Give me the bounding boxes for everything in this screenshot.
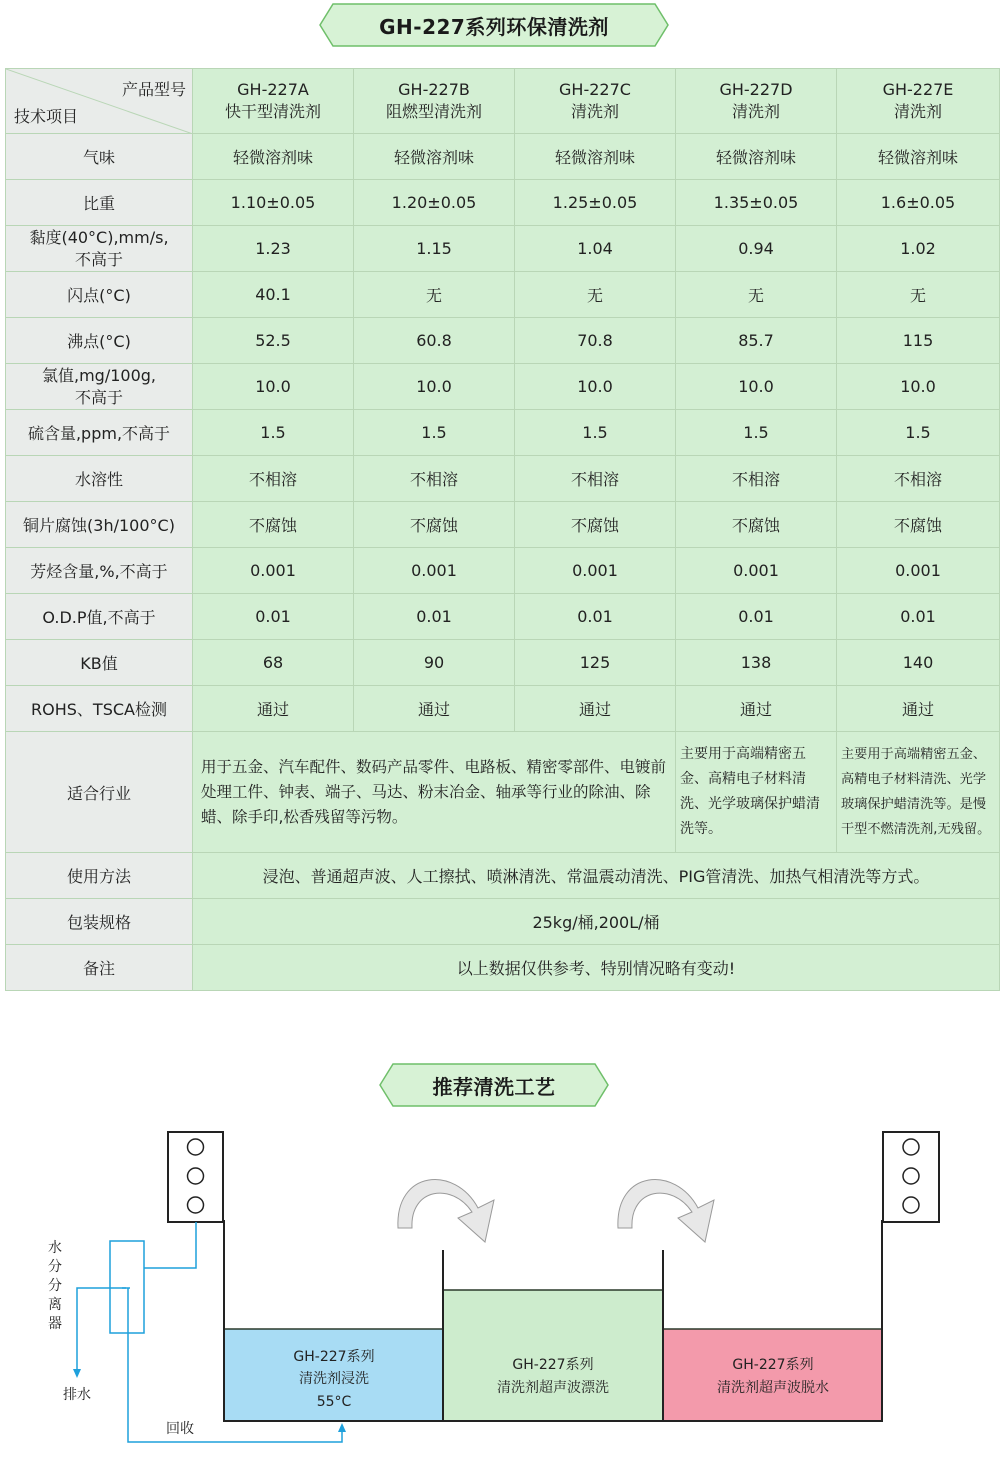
usage-value: 浸泡、普通超声波、人工擦拭、喷淋清洗、常温震动清洗、PIG管清洗、加热气相清洗等方式。 bbox=[193, 853, 1000, 899]
separator-label-char: 分 bbox=[48, 1259, 62, 1275]
cell-value: 125 bbox=[515, 640, 676, 686]
table-header-row bbox=[6, 69, 1000, 134]
product-type: 阻燃型清洗剂 bbox=[385, 102, 482, 121]
cell-value: 40.1 bbox=[193, 272, 354, 318]
drain-label: 排水 bbox=[63, 1387, 91, 1403]
cell-value: 1.04 bbox=[515, 226, 676, 272]
product-header-c bbox=[515, 69, 676, 134]
industry-row bbox=[6, 732, 1000, 853]
cell-value: 0.01 bbox=[676, 594, 837, 640]
row-label: 比重 bbox=[6, 180, 193, 226]
separator-label-char: 水 bbox=[48, 1240, 62, 1256]
tank1-label: 55°C bbox=[316, 1394, 352, 1410]
cell-value: 0.01 bbox=[837, 594, 1000, 640]
product-header-b bbox=[354, 69, 515, 134]
row-label bbox=[6, 226, 193, 272]
spec-table bbox=[5, 68, 1000, 991]
cell-value: 不腐蚀 bbox=[193, 502, 354, 548]
cell-value: 无 bbox=[837, 272, 1000, 318]
cleaning-process-diagram bbox=[0, 1110, 1004, 1455]
table-row bbox=[6, 410, 1000, 456]
cell-value: 138 bbox=[676, 640, 837, 686]
drain-arrow-icon bbox=[73, 1369, 81, 1378]
cell-value: 通过 bbox=[354, 686, 515, 732]
row-label-line1: 氯值,mg/100g, bbox=[41, 365, 156, 385]
cell-value: 90 bbox=[354, 640, 515, 686]
tank3-liquid bbox=[663, 1329, 882, 1421]
cell-value: 不腐蚀 bbox=[837, 502, 1000, 548]
product-type: 清洗剂 bbox=[893, 102, 942, 121]
table-row bbox=[6, 502, 1000, 548]
cell-value: 10.0 bbox=[515, 364, 676, 410]
recycle-arrow-icon bbox=[338, 1423, 346, 1432]
row-label: 闪点(°C) bbox=[6, 272, 193, 318]
product-model: GH-227D bbox=[719, 80, 793, 99]
cell-value: 0.001 bbox=[515, 548, 676, 594]
row-label-line2: 不高于 bbox=[74, 387, 123, 407]
condenser-right bbox=[883, 1132, 939, 1222]
cell-value: 不腐蚀 bbox=[515, 502, 676, 548]
cell-value: 0.01 bbox=[193, 594, 354, 640]
condensate-pipe bbox=[144, 1222, 196, 1268]
cell-value: 1.15 bbox=[354, 226, 515, 272]
cell-value: 轻微溶剂味 bbox=[193, 134, 354, 180]
cell-value: 0.001 bbox=[193, 548, 354, 594]
cell-value: 10.0 bbox=[193, 364, 354, 410]
separator-label-char: 器 bbox=[48, 1316, 62, 1332]
cell-value: 1.6±0.05 bbox=[837, 180, 1000, 226]
row-label: KB值 bbox=[6, 640, 193, 686]
cell-value: 1.5 bbox=[354, 410, 515, 456]
table-row bbox=[6, 134, 1000, 180]
cell-value: 52.5 bbox=[193, 318, 354, 364]
industry-e-text: 主要用于高端精密五金、高精电子材料清洗、光学玻璃保护蜡清洗等。是慢干型不燃清洗剂,无残留。 bbox=[837, 732, 1000, 853]
cell-value: 115 bbox=[837, 318, 1000, 364]
product-type: 清洗剂 bbox=[570, 102, 619, 121]
cell-value: 1.25±0.05 bbox=[515, 180, 676, 226]
row-label: 备注 bbox=[6, 945, 193, 991]
cell-value: 68 bbox=[193, 640, 354, 686]
cell-value: 不相溶 bbox=[837, 456, 1000, 502]
process-title: 推荐清洗工艺 bbox=[432, 1074, 556, 1099]
row-label: 适合行业 bbox=[6, 732, 193, 853]
cell-value: 不相溶 bbox=[676, 456, 837, 502]
cell-value: 1.5 bbox=[676, 410, 837, 456]
cell-value: 1.5 bbox=[837, 410, 1000, 456]
cell-value: 轻微溶剂味 bbox=[354, 134, 515, 180]
cell-value: 1.5 bbox=[515, 410, 676, 456]
cell-value: 0.01 bbox=[515, 594, 676, 640]
cell-value: 70.8 bbox=[515, 318, 676, 364]
cell-value: 不腐蚀 bbox=[676, 502, 837, 548]
cell-value: 1.5 bbox=[193, 410, 354, 456]
row-label-line1: 黏度(40°C),mm/s, bbox=[29, 227, 169, 247]
cell-value: 0.01 bbox=[354, 594, 515, 640]
cell-value: 轻微溶剂味 bbox=[676, 134, 837, 180]
table-row bbox=[6, 686, 1000, 732]
cell-value: 85.7 bbox=[676, 318, 837, 364]
tank1-label: 清洗剂浸洗 bbox=[299, 1371, 369, 1387]
table-row bbox=[6, 456, 1000, 502]
table-row bbox=[6, 226, 1000, 272]
header-corner-cell bbox=[6, 69, 193, 134]
transfer-arrow-icon bbox=[618, 1180, 714, 1242]
cell-value: 不相溶 bbox=[515, 456, 676, 502]
row-label: 芳烃含量,%,不高于 bbox=[6, 548, 193, 594]
industry-abc-text: 用于五金、汽车配件、数码产品零件、电路板、精密零部件、电镀前处理工件、钟表、端子、马达、粉末冶金、轴承等行业的除油、除蜡、除手印,松香残留等污物。 bbox=[193, 732, 676, 853]
row-label: 硫含量,ppm,不高于 bbox=[6, 410, 193, 456]
water-separator bbox=[110, 1241, 144, 1333]
product-header-e bbox=[837, 69, 1000, 134]
separator-label-char: 离 bbox=[48, 1297, 62, 1313]
table-row bbox=[6, 272, 1000, 318]
cell-value: 无 bbox=[676, 272, 837, 318]
packing-row bbox=[6, 899, 1000, 945]
title-banner bbox=[319, 3, 669, 47]
table-row bbox=[6, 640, 1000, 686]
product-header-d bbox=[676, 69, 837, 134]
product-model: GH-227C bbox=[559, 80, 631, 99]
condenser-left bbox=[168, 1132, 223, 1222]
product-model: GH-227A bbox=[237, 80, 309, 99]
row-label bbox=[6, 364, 193, 410]
recycle-label: 回收 bbox=[166, 1421, 194, 1437]
cell-value: 通过 bbox=[676, 686, 837, 732]
cell-value: 0.001 bbox=[354, 548, 515, 594]
cell-value: 60.8 bbox=[354, 318, 515, 364]
row-label: O.D.P值,不高于 bbox=[6, 594, 193, 640]
header-product-label: 产品型号 bbox=[121, 80, 186, 99]
table-row bbox=[6, 548, 1000, 594]
cell-value: 0.001 bbox=[837, 548, 1000, 594]
tank1-label: GH-227系列 bbox=[293, 1349, 375, 1365]
cell-value: 1.23 bbox=[193, 226, 354, 272]
cell-value: 1.02 bbox=[837, 226, 1000, 272]
page-title: GH-227系列环保清洗剂 bbox=[379, 14, 609, 39]
row-label: ROHS、TSCA检测 bbox=[6, 686, 193, 732]
row-label: 使用方法 bbox=[6, 853, 193, 899]
tank3-label: GH-227系列 bbox=[732, 1357, 814, 1373]
product-model: GH-227E bbox=[882, 80, 954, 99]
product-type: 快干型清洗剂 bbox=[224, 102, 321, 121]
cell-value: 不腐蚀 bbox=[354, 502, 515, 548]
industry-d-text: 主要用于高端精密五金、高精电子材料清洗、光学玻璃保护蜡清洗等。 bbox=[676, 732, 837, 853]
cell-value: 通过 bbox=[193, 686, 354, 732]
cell-value: 10.0 bbox=[676, 364, 837, 410]
cell-value: 无 bbox=[515, 272, 676, 318]
usage-row bbox=[6, 853, 1000, 899]
cell-value: 轻微溶剂味 bbox=[837, 134, 1000, 180]
table-row bbox=[6, 180, 1000, 226]
packing-value: 25kg/桶,200L/桶 bbox=[193, 899, 1000, 945]
table-row bbox=[6, 318, 1000, 364]
cell-value: 无 bbox=[354, 272, 515, 318]
cell-value: 0.94 bbox=[676, 226, 837, 272]
row-label: 气味 bbox=[6, 134, 193, 180]
cell-value: 0.001 bbox=[676, 548, 837, 594]
header-item-label: 技术项目 bbox=[14, 107, 79, 126]
row-label: 水溶性 bbox=[6, 456, 193, 502]
cell-value: 10.0 bbox=[837, 364, 1000, 410]
tank2-label: 清洗剂超声波漂洗 bbox=[497, 1380, 609, 1396]
transfer-arrow-icon bbox=[398, 1180, 494, 1242]
cell-value: 通过 bbox=[837, 686, 1000, 732]
cell-value: 140 bbox=[837, 640, 1000, 686]
process-banner bbox=[379, 1063, 609, 1107]
separator-label-char: 分 bbox=[48, 1278, 62, 1294]
tank2-liquid bbox=[443, 1290, 663, 1421]
row-label: 包装规格 bbox=[6, 899, 193, 945]
row-label: 沸点(°C) bbox=[6, 318, 193, 364]
drain-pipe bbox=[77, 1288, 126, 1370]
tank2-label: GH-227系列 bbox=[512, 1357, 594, 1373]
cell-value: 通过 bbox=[515, 686, 676, 732]
cell-value: 10.0 bbox=[354, 364, 515, 410]
cell-value: 1.10±0.05 bbox=[193, 180, 354, 226]
row-label: 铜片腐蚀(3h/100°C) bbox=[6, 502, 193, 548]
row-label-line2: 不高于 bbox=[74, 249, 123, 269]
note-row bbox=[6, 945, 1000, 991]
tank3-label: 清洗剂超声波脱水 bbox=[717, 1380, 829, 1396]
table-row bbox=[6, 594, 1000, 640]
note-value: 以上数据仅供参考、特别情况略有变动! bbox=[193, 945, 1000, 991]
product-type: 清洗剂 bbox=[731, 102, 780, 121]
cell-value: 轻微溶剂味 bbox=[515, 134, 676, 180]
cell-value: 1.35±0.05 bbox=[676, 180, 837, 226]
cell-value: 不相溶 bbox=[193, 456, 354, 502]
product-model: GH-227B bbox=[398, 80, 470, 99]
cell-value: 不相溶 bbox=[354, 456, 515, 502]
table-row bbox=[6, 364, 1000, 410]
cell-value: 1.20±0.05 bbox=[354, 180, 515, 226]
product-header-a bbox=[193, 69, 354, 134]
